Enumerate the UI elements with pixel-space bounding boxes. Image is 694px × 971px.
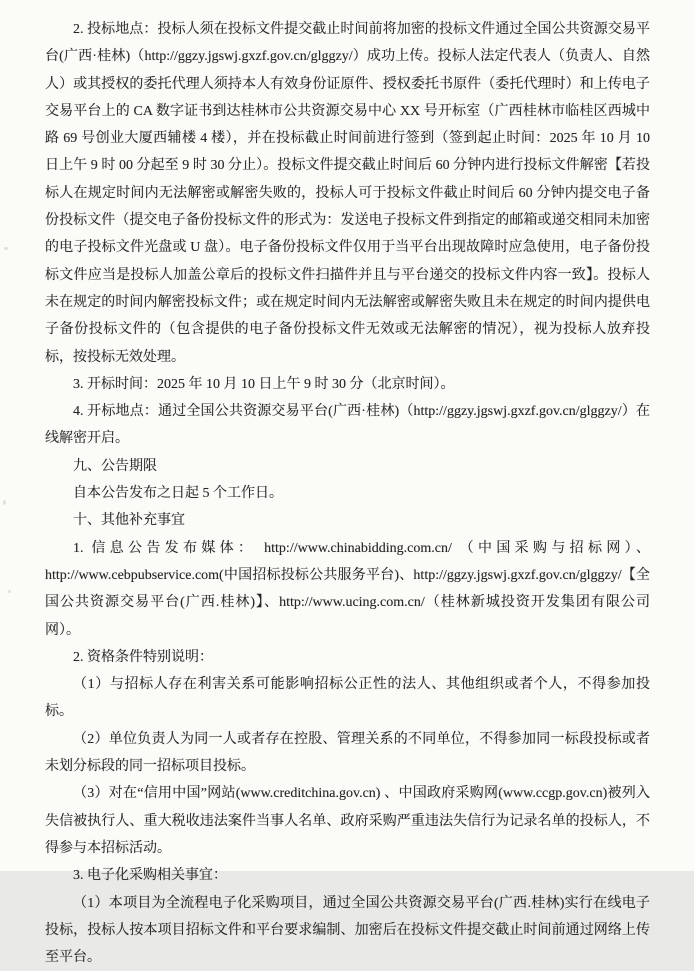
section-heading: 十、其他补充事宜 (45, 507, 650, 534)
scan-artifact (4, 247, 8, 250)
paragraph: （1）本项目为全流程电子化采购项目，通过全国公共资源交易平台(广西.桂林)实行在线电子投标，投标人按本项目招标文件和平台要求编制、加密后在投标文件提交截止时间前通过网络上传至平台。 (45, 890, 650, 971)
paragraph: 2. 资格条件特别说明： (45, 644, 650, 671)
scan-artifact (3, 500, 6, 505)
paragraph: 3. 开标时间：2025 年 10 月 10 日上午 9 时 30 分（北京时间）。 (45, 371, 650, 398)
paragraph: （3）对在“信用中国”网站(www.creditchina.gov.cn) 、中国政府采购网(www.ccgp.gov.cn)被列入失信被执行人、重大税收违法案件当事人名单、政府采购严重违法失信行为记录名单的投标人，不得参与本招标活动。 (45, 780, 650, 862)
section-heading: 九、公告期限 (45, 453, 650, 480)
paragraph: 4. 开标地点：通过全国公共资源交易平台(广西·桂林)（http://ggzy.jgswj.gxzf.gov.cn/glggzy/）在线解密开启。 (45, 398, 650, 453)
document-body (45, 16, 650, 971)
paragraph: 自本公告发布之日起 5 个工作日。 (45, 480, 650, 507)
scan-artifact (8, 590, 11, 593)
paragraph: 2. 投标地点：投标人须在投标文件提交截止时间前将加密的投标文件通过全国公共资源交易平台(广西·桂林)（http://ggzy.jgswj.gxzf.gov.cn/glggzy/）成功上传。投标人法定代表人（负责人、自然人）或其授权的委托代理人须持本人有效身份证原件、授权委托书原件（委托代理时）和上传电子交易平台上的 CA 数字证书到达桂林市公共资源交易中心 XX 号开标室（广西桂林市临桂区西城中路 69 号创业大厦西辅楼 4 楼），并在投标截止时间前进行签到（签到起止时间：2025 年 10 月 10 日上午 9 时 00 分起至 9 时 30 分止）。投标文件提交截止时间后 60 分钟内进行投标文件解密【若投标人在规定时间内无法解密或解密失败的，投标人可于投标文件截止时间后 60 分钟内提交电子备份投标文件（提交电子备份投标文件的形式为：发送电子投标文件到指定的邮箱或递交相同未加密的电子投标文件光盘或 U 盘）。电子备份投标文件仅用于当平台出现故障时应急使用，电子备份投标文件应当是投标人加盖公章后的投标文件扫描件并且与平台递交的投标文件内容一致】。投标人未在规定的时间内解密投标文件；或在规定时间内无法解密或解密失败且未在规定的时间内提供电子备份投标文件的（包含提供的电子备份投标文件无效或无法解密的情况），视为投标人放弃投标，按投标无效处理。 (45, 16, 650, 371)
paragraph: 1. 信息公告发布媒体： http://www.chinabidding.com.cn/ （中国采购与招标网）、http://www.cebpubservice.com(中国招标投标公共服务平台)、http://ggzy.jgswj.gxzf.gov.cn/glggzy/【全国公共资源交易平台(广西.桂林)】、http://www.ucing.com.cn/（桂林新城投资开发集团有限公司网）。 (45, 535, 650, 644)
paragraph: （1）与招标人存在利害关系可能影响招标公正性的法人、其他组织或者个人，不得参加投标。 (45, 671, 650, 726)
paragraph: （2）单位负责人为同一人或者存在控股、管理关系的不同单位，不得参加同一标段投标或者未划分标段的同一招标项目投标。 (45, 726, 650, 781)
paragraph: 3. 电子化采购相关事宜： (45, 862, 650, 889)
